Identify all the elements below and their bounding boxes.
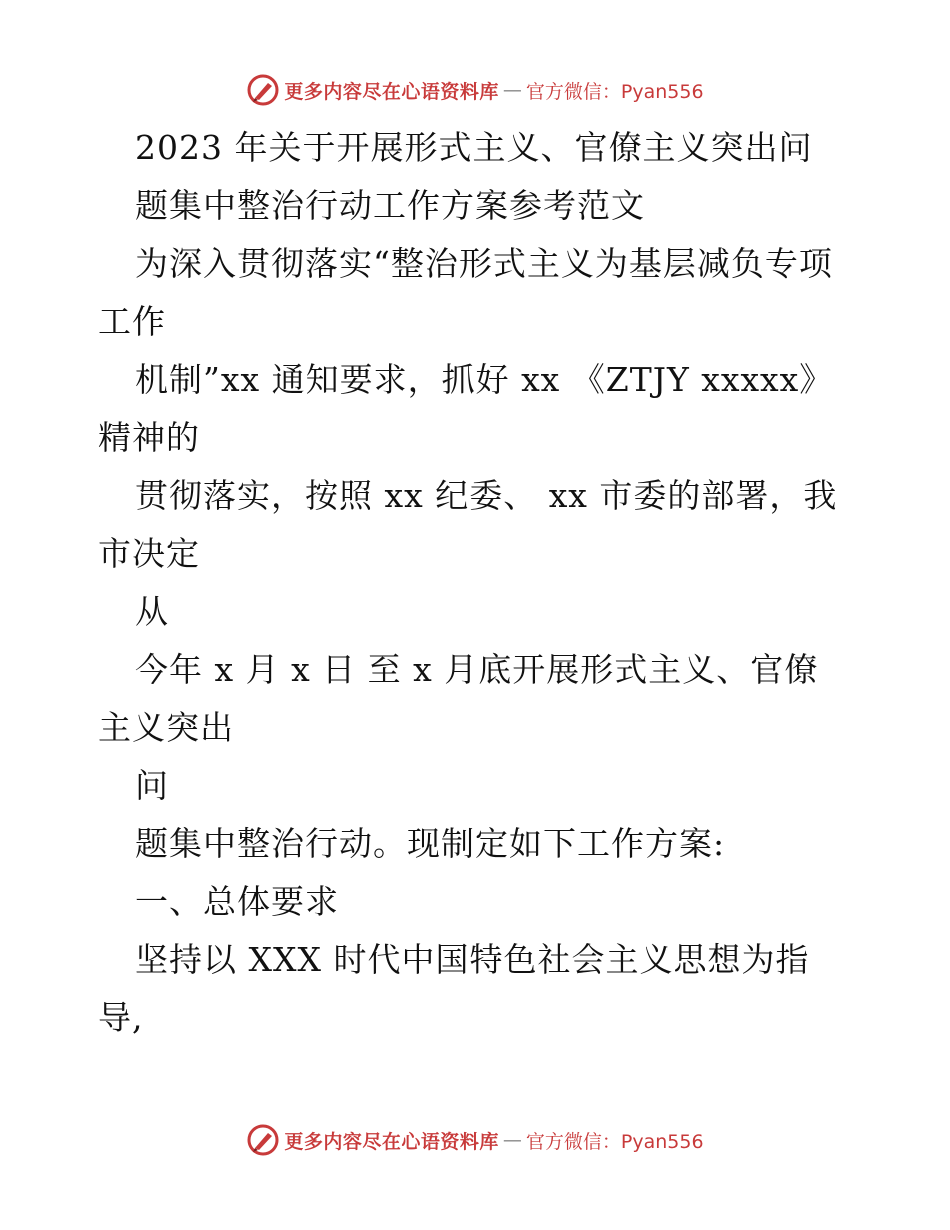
- banner-title: 更多内容尽在心语资料库: [284, 80, 499, 103]
- paragraph-line: 坚持以 XXX 时代中国特色社会主义思想为指: [135, 940, 810, 979]
- banner-contact: 官方微信：Pyan556: [525, 80, 704, 103]
- banner-title: 更多内容尽在心语资料库: [284, 1130, 499, 1153]
- section-heading: 一、总体要求: [135, 882, 339, 921]
- paragraph-line: 精神的: [98, 418, 200, 457]
- paragraph-line: 市决定: [98, 534, 200, 573]
- paragraph-line: 机制”xx 通知要求，抓好 xx 《ZTJY xxxxx》: [135, 360, 834, 399]
- header-banner: [0, 70, 950, 110]
- header-banner-content: [246, 73, 703, 107]
- paragraph-line: 为深入贯彻落实“整治形式主义为基层减负专项: [135, 244, 833, 283]
- paragraph-line: 贯彻落实，按照 xx 纪委、 xx 市委的部署，我: [135, 476, 838, 515]
- banner-contact: 官方微信：Pyan556: [525, 1130, 704, 1153]
- paragraph-line: 问: [135, 766, 169, 805]
- footer-banner: [0, 1120, 950, 1160]
- banner-separator: —: [502, 1129, 522, 1151]
- paragraph-line: 主义突出: [98, 708, 234, 747]
- banner-separator: —: [502, 79, 522, 101]
- paragraph-line: 从: [135, 592, 169, 631]
- pen-logo-icon: [246, 1123, 280, 1157]
- paragraph-line: 今年 x 月 x 日 至 x 月底开展形式主义、官僚: [135, 650, 819, 689]
- document-title-line-1: 2023 年关于开展形式主义、官僚主义突出问: [135, 128, 813, 167]
- footer-banner-content: [246, 1123, 703, 1157]
- paragraph-line: 题集中整治行动。现制定如下工作方案:: [135, 824, 726, 863]
- pen-logo-icon: [246, 73, 280, 107]
- paragraph-line: 导,: [98, 998, 144, 1037]
- document-title-line-2: 题集中整治行动工作方案参考范文: [135, 186, 645, 225]
- paragraph-line: 工作: [98, 302, 166, 341]
